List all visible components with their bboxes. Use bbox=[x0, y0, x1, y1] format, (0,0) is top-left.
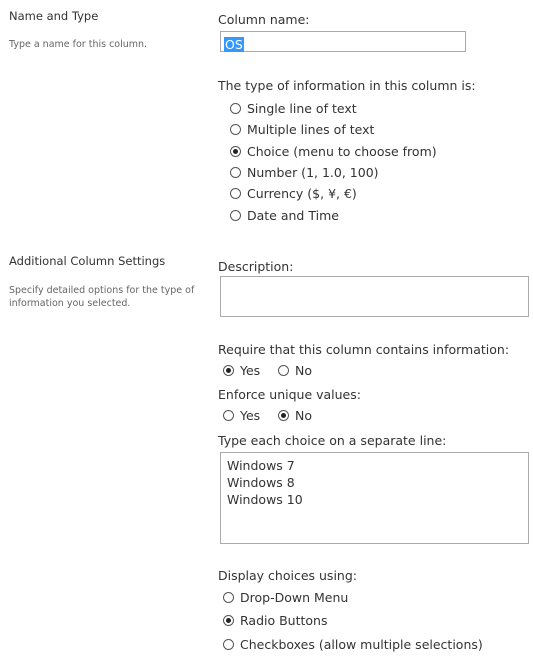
display-option-label: Drop-Down Menu bbox=[240, 590, 349, 605]
radio-icon bbox=[230, 103, 241, 114]
section-description-additional-settings bbox=[9, 284, 194, 310]
section-description-name-and-type: Type a name for this column. bbox=[9, 39, 148, 50]
radio-checked-icon bbox=[223, 365, 234, 376]
section-description-line: information you selected. bbox=[9, 298, 131, 309]
require-yes-label: Yes bbox=[240, 363, 261, 378]
display-option-checkboxes[interactable] bbox=[223, 637, 483, 652]
type-option-number[interactable] bbox=[230, 165, 379, 180]
type-label: The type of information in this column is: bbox=[218, 78, 476, 93]
radio-icon bbox=[230, 124, 241, 135]
require-yes-radio[interactable] bbox=[223, 363, 260, 378]
choice-line: Windows 8 bbox=[227, 475, 295, 490]
description-label: Description: bbox=[218, 259, 294, 274]
type-option-multiple-lines[interactable] bbox=[230, 122, 374, 137]
radio-checked-icon bbox=[278, 410, 289, 421]
radio-icon bbox=[223, 410, 234, 421]
type-option-label: Choice (menu to choose from) bbox=[247, 144, 437, 159]
type-option-single-line[interactable] bbox=[230, 101, 357, 116]
radio-icon bbox=[223, 639, 234, 650]
type-option-choice[interactable] bbox=[230, 144, 437, 159]
unique-yes-label: Yes bbox=[240, 408, 261, 423]
radio-icon bbox=[230, 167, 241, 178]
display-option-label: Radio Buttons bbox=[240, 613, 328, 628]
radio-icon bbox=[230, 210, 241, 221]
unique-no-label: No bbox=[295, 408, 312, 423]
section-title-additional-settings: Additional Column Settings bbox=[9, 254, 166, 268]
require-no-label: No bbox=[295, 363, 312, 378]
section-title-name-and-type: Name and Type bbox=[9, 9, 99, 23]
choice-line: Windows 7 bbox=[227, 458, 295, 473]
type-option-date-time[interactable] bbox=[230, 208, 339, 223]
choice-line: Windows 10 bbox=[227, 492, 303, 507]
column-name-input[interactable] bbox=[220, 31, 466, 52]
unique-yes-radio[interactable] bbox=[223, 408, 260, 423]
column-name-label: Column name: bbox=[218, 12, 310, 27]
display-option-radio-buttons[interactable] bbox=[223, 613, 327, 628]
description-textarea[interactable] bbox=[220, 276, 529, 317]
type-option-label: Multiple lines of text bbox=[247, 122, 375, 137]
type-option-label: Number (1, 1.0, 100) bbox=[247, 165, 379, 180]
type-option-label: Date and Time bbox=[247, 208, 339, 223]
display-option-label: Checkboxes (allow multiple selections) bbox=[240, 637, 483, 652]
type-option-currency[interactable] bbox=[230, 186, 357, 201]
radio-icon bbox=[278, 365, 289, 376]
radio-checked-icon bbox=[230, 146, 241, 157]
choices-textarea[interactable] bbox=[220, 452, 529, 544]
radio-checked-icon bbox=[223, 615, 234, 626]
display-label: Display choices using: bbox=[218, 568, 357, 583]
section-description-line: Specify detailed options for the type of bbox=[9, 285, 195, 296]
unique-label: Enforce unique values: bbox=[218, 387, 361, 402]
require-label: Require that this column contains information: bbox=[218, 342, 510, 357]
type-option-label: Currency ($, ¥, €) bbox=[247, 186, 357, 201]
radio-icon bbox=[223, 592, 234, 603]
type-option-label: Single line of text bbox=[247, 101, 357, 116]
display-option-dropdown[interactable] bbox=[223, 590, 348, 605]
unique-no-radio[interactable] bbox=[278, 408, 312, 423]
require-no-radio[interactable] bbox=[278, 363, 312, 378]
radio-icon bbox=[230, 188, 241, 199]
choices-label: Type each choice on a separate line: bbox=[218, 433, 447, 448]
column-name-value: OS bbox=[225, 37, 243, 52]
